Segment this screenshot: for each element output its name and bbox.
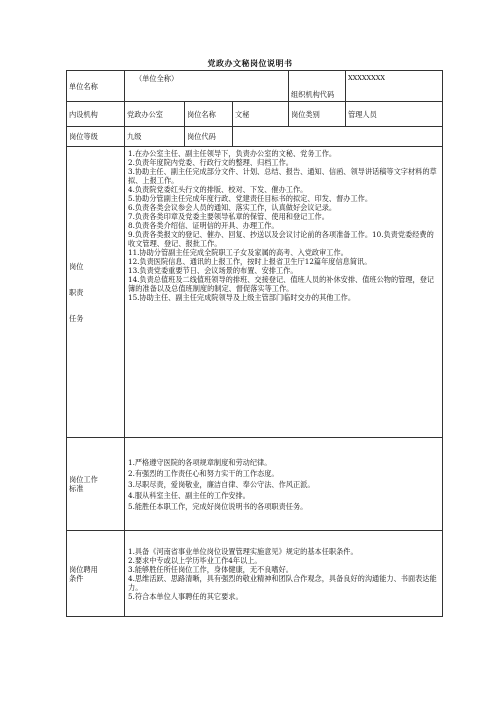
table-row <box>67 147 443 438</box>
post-name-label: 岗位名称 <box>185 102 233 127</box>
list-item: 5.协助分管副主任完成年度行政、党建责任目标书的拟定、印发、督办工作。 <box>128 194 373 203</box>
org-code-value: XXXXXXXX <box>346 71 443 102</box>
list-item: 15.协助主任、副主任完成院领导及上级主管部门临时交办的其他工作。 <box>128 293 356 302</box>
list-item: 3.能够胜任所任岗位工作，身体健康，无不良嗜好。 <box>128 564 293 574</box>
duties-label-line: 职责 <box>69 287 84 297</box>
list-item: 8.负责各类介绍信、证明信的开具、办理工作。 <box>128 221 279 230</box>
document-title: 党政办文秘岗位说明书 <box>207 58 293 68</box>
job-description-table <box>66 70 443 617</box>
conditions-label <box>67 531 125 617</box>
grade-label: 岗位等级 <box>67 127 125 147</box>
grade-value: 九级 <box>125 127 185 147</box>
post-type-value: 管理人员 <box>346 102 443 127</box>
list-item: 4.服从科室主任、副主任的工作安排。 <box>128 490 250 500</box>
table-row <box>67 102 443 127</box>
post-code-value <box>233 127 443 147</box>
list-item: 1.在办公室主任、副主任领导下，负责办公室的文秘、党务工作。 <box>128 149 337 158</box>
standards-label <box>67 438 125 531</box>
duties-label-line: 任务 <box>69 313 84 323</box>
conditions-label-line: 条件 <box>69 573 84 583</box>
standards-label-line: 标准 <box>69 484 84 493</box>
unit-name-label: 单位名称 <box>67 71 125 102</box>
list-item: 1.具备《河南省事业单位岗位设置管理实施意见》规定的基本任职条件。 <box>128 546 358 556</box>
dept-value: 党政办公室 <box>125 102 185 127</box>
list-item: 5.能胜任本职工作，完成好岗位说明书的各项职责任务。 <box>128 501 308 511</box>
list-item: 11.协助分管副主任完成全院职工子女及家属的高考、入党政审工作。 <box>128 248 348 257</box>
list-item: 3.尽职尽责，爱岗敬业，廉洁自律、奉公守法、作风正派。 <box>128 479 315 489</box>
org-code-label: 组织机构代码 <box>289 71 346 102</box>
list-item: 1.严格遵守医院的各项规章制度和劳动纪律。 <box>128 457 272 467</box>
table-row <box>67 438 443 531</box>
duties-list <box>125 147 443 438</box>
list-item: 9.负责各类报文的登记、催办、回复、抄送以及会议讨论前的各项准备工作。10.负责党委经费的收文管理、登记、报批工作。 <box>128 230 434 248</box>
list-item: 2.负责年度院内党委、行政行文的整理、归档工作。 <box>128 158 293 167</box>
unit-name-value <box>125 71 289 102</box>
table-row <box>67 531 443 617</box>
standards-label-line: 岗位工作 <box>69 475 98 484</box>
list-item: 7.负责各类印章及党委主要领导私章的保管、使用和登记工作。 <box>128 212 329 221</box>
list-item: 3.协助主任、副主任完成部分文件、计划、总结、报告、通知、信函、领导讲话稿等文字材料的草拟、上报工作。 <box>128 167 437 185</box>
standards-list <box>125 438 443 531</box>
list-item: 6.负责各类会议参会人员的通知、落实工作，认真做好会议记录。 <box>128 203 337 212</box>
list-item: 2.要求中专或以上学历毕业工作4年以上。 <box>128 555 262 565</box>
list-item: 12.负责医院信息、通讯的上报工作，按时上报省卫生厅12篇年度信息简讯。 <box>128 257 372 266</box>
table-row <box>67 127 443 147</box>
list-item: 14.负责总值班及二线值班领导的排班、交接登记、值班人员的补休安排、值班公物的管理，登记簿的准备以及总值班制度的制定、督促落实等工作。 <box>128 275 435 293</box>
unit-name-text: （单位全称） <box>135 74 179 83</box>
dept-label: 内设机构 <box>67 102 125 127</box>
list-item: 2.有强烈的工作责任心和努力实干的工作态度。 <box>128 468 279 478</box>
post-name-value: 文秘 <box>233 102 289 127</box>
list-item: 13.负责党委重要节日、会议场景的布置、安排工作。 <box>128 266 298 275</box>
table-row <box>67 71 443 102</box>
duties-label <box>67 147 125 438</box>
list-item: 5.符合本单位人事聘任的其它要求。 <box>128 591 243 601</box>
conditions-list <box>125 531 443 617</box>
post-code-label: 岗位代码 <box>185 127 233 147</box>
conditions-label-line: 岗位聘用 <box>69 564 98 574</box>
list-item: 4.负责院党委红头行文的排版、校对、下发、催办工作。 <box>128 185 308 194</box>
list-item: 4.思维活跃、思路清晰，具有强烈的敬业精神和团队合作观念，具备良好的沟通能力、书面表达能力。 <box>128 573 437 592</box>
duties-label-line: 岗位 <box>69 261 84 271</box>
post-type-label: 岗位类别 <box>289 102 346 127</box>
